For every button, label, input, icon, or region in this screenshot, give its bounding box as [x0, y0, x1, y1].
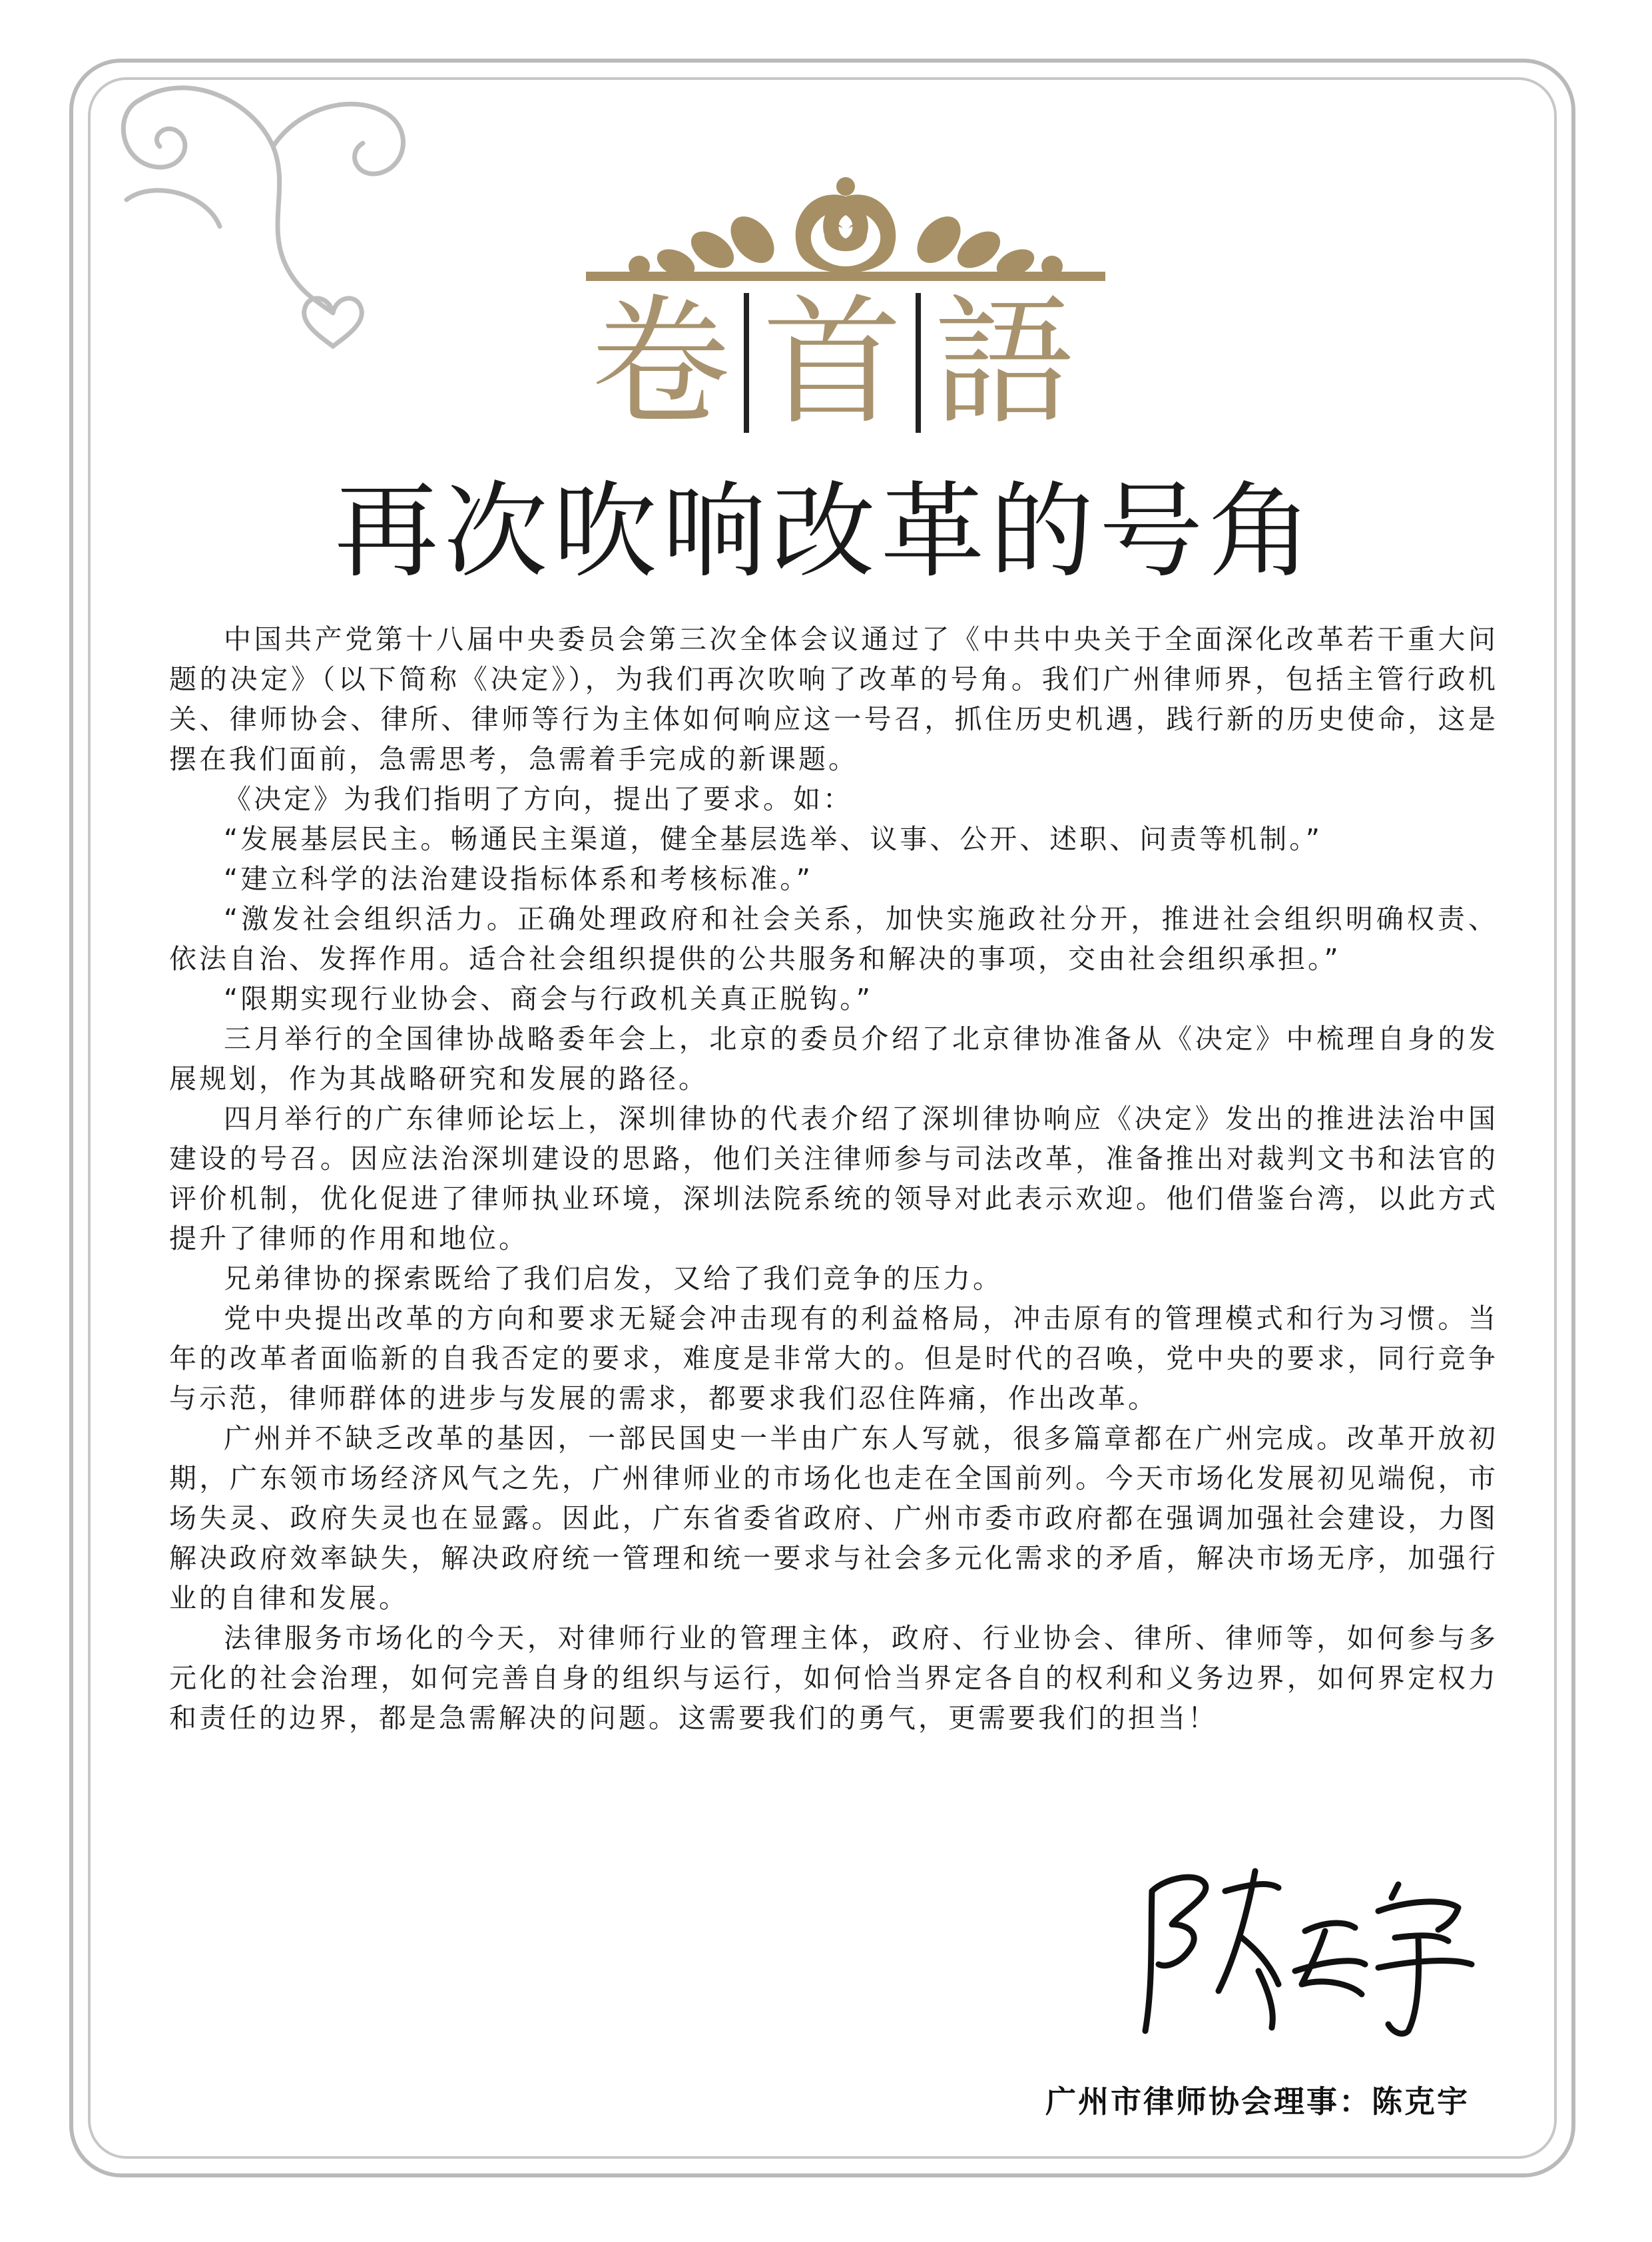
paragraph: 中国共产党第十八届中央委员会第三次全体会议通过了《中共中央关于全面深化改革若干重大问题的决定》（以下简称《决定》），为我们再次吹响了改革的号角。我们广州律师界，包括主管行政机关、律师协会、律所、律师等行为主体如何响应这一号召，抓住历史机遇，践行新的历史使命，这是摆在我们面前，急需思考，急需着手完成的新课题。 [169, 623, 1498, 775]
title-divider [744, 293, 749, 433]
paragraph: 党中央提出改革的方向和要求无疑会冲击现有的利益格局，冲击原有的管理模式和行为习惯。当年的改革者面临新的自我否定的要求，难度是非常大的。但是时代的召唤，党中央的要求，同行竞争与示范，律师群体的进步与发展的需求，都要求我们忍住阵痛，作出改革。 [169, 1302, 1498, 1414]
paragraph: “限期实现行业协会、商会与行政机关真正脱钩。” [224, 983, 873, 1015]
title-divider [916, 293, 921, 433]
column-title [573, 281, 1092, 444]
paragraph: “发展基层民主。畅通民主渠道，健全基层选举、议事、公开、述职、问责等机制。” [224, 823, 1322, 855]
paragraph: 兄弟律协的探索既给了我们启发，又给了我们竞争的压力。 [224, 1262, 1003, 1294]
column-title-char: 卷 [590, 281, 730, 444]
article-body [169, 619, 1498, 1738]
page-title: 再次吹响改革的号角 [334, 471, 1318, 592]
paragraph: 三月举行的全国律协战略委年会上，北京的委员介绍了北京律协准备从《决定》中梳理自身的发展规划，作为其战略研究和发展的路径。 [169, 1023, 1498, 1095]
laurel-ornament [599, 166, 1092, 286]
paragraph: “激发社会组织活力。正确处理政府和社会关系，加快实施政社分开，推进社会组织明确权责、依法自治、发挥作用。适合社会组织提供的公共服务和解决的事项，交由社会组织承担。” [169, 903, 1498, 975]
swirl-heart-ornament [100, 73, 446, 353]
author-byline: 广州市律师协会理事：陈克宇 [1045, 2084, 1470, 2119]
paragraph: 四月举行的广东律师论坛上，深圳律协的代表介绍了深圳律协响应《决定》发出的推进法治中国建设的号召。因应法治深圳建设的思路，他们关注律师参与司法改革，准备推出对裁判文书和法官的评价机制，优化促进了律师执业环境，深圳法院系统的领导对此表示欢迎。他们借鉴台湾，以此方式提升了律师的作用和地位。 [169, 1103, 1498, 1255]
paragraph: 法律服务市场化的今天，对律师行业的管理主体，政府、行业协会、律所、律师等，如何参与多元化的社会治理，如何完善自身的组织与运行，如何恰当界定各自的权利和义务边界，如何界定权力和责任的边界，都是急需解决的问题。这需要我们的勇气，更需要我们的担当！ [169, 1622, 1498, 1734]
ornament-rule [586, 272, 1105, 281]
column-title-char: 首 [762, 281, 902, 444]
paragraph: “建立科学的法治建设指标体系和考核标准。” [224, 863, 813, 895]
paragraph: 《决定》为我们指明了方向，提出了要求。如： [224, 783, 853, 815]
column-title-char: 語 [934, 281, 1075, 444]
paragraph: 广州并不缺乏改革的基因，一部民国史一半由广东人写就，很多篇章都在广州完成。改革开放初期，广东领市场经济风气之先，广州律师业的市场化也走在全国前列。今天市场化发展初见端倪，市场失灵、政府失灵也在显露。因此，广东省委省政府、广州市委市政府都在强调加强社会建设，力图解决政府效率缺失，解决政府统一管理和统一要求与社会多元化需求的矛盾，解决市场无序，加强行业的自律和发展。 [169, 1422, 1498, 1614]
handwritten-signature [1125, 1851, 1485, 2051]
